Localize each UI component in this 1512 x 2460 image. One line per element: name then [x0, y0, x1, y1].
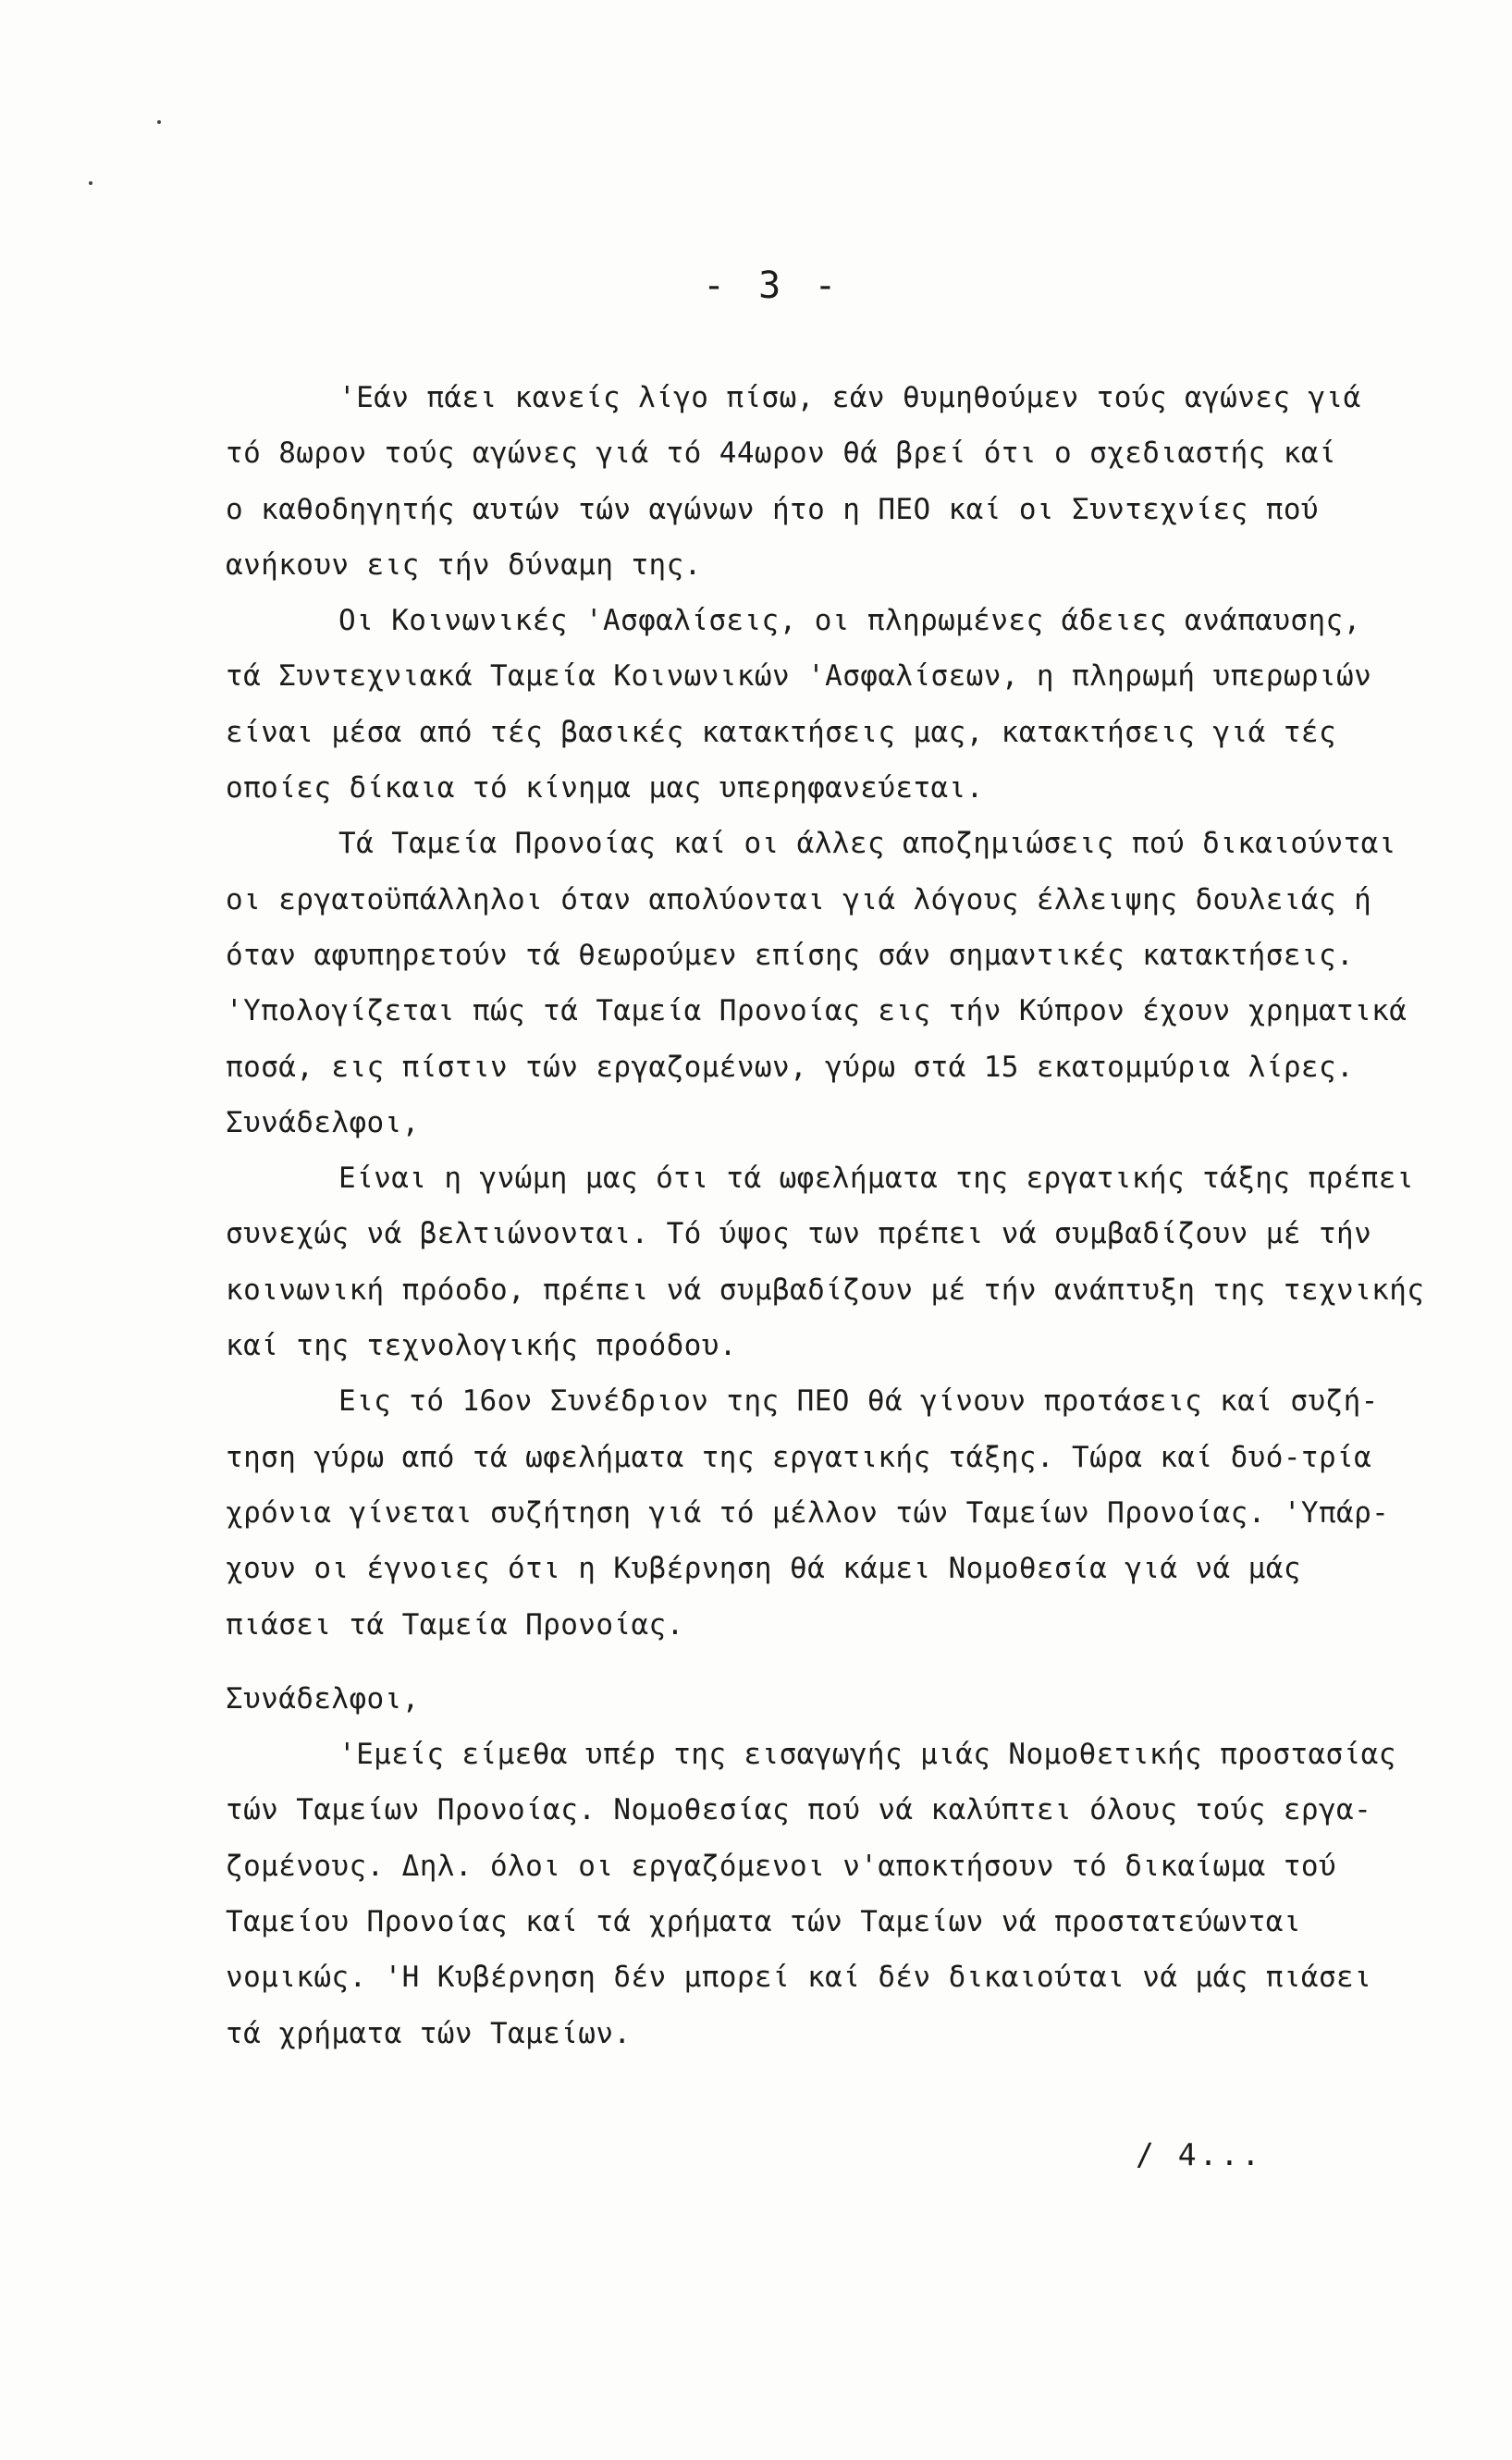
text-line: ο καθοδηγητής αυτών τών αγώνων ήτο η ΠΕΟ καί οι Συντεχνίες πού	[226, 492, 1319, 526]
text-line: 'Υπολογίζεται πώς τά Ταμεία Προνοίας εις τήν Κύπρον έχουν χρηματικά	[226, 994, 1408, 1028]
continuation-mark: / 4...	[1136, 2136, 1263, 2172]
page-number: - 3 -	[703, 264, 842, 307]
text-line: τά Συντεχνιακά Ταμεία Κοινωνικών 'Ασφαλίσεων, η πληρωμή υπερωριών	[226, 659, 1372, 694]
salutation: Συνάδελφοι,	[226, 1105, 420, 1139]
text-line: οποίες δίκαια τό κίνημα μας υπερηφανεύεται.	[226, 771, 984, 806]
text-line: τών Ταμείων Προνοίας. Νομοθεσίας πού νά καλύπτει όλους τούς εργα-	[226, 1793, 1372, 1827]
text-line: χρόνια γίνεται συζήτηση γιά τό μέλλον τών Ταμείων Προνοίας. 'Υπάρ-	[226, 1495, 1390, 1530]
text-line: νομικώς. 'Η Κυβέρνηση δέν μπορεί καί δέν δικαιούται νά μάς πιάσει	[226, 1961, 1372, 1995]
text-line: Είναι η γνώμη μας ότι τά ωφελήματα της εργατικής τάξης πρέπει	[338, 1162, 1414, 1196]
text-line: τά χρήματα τών Ταμείων.	[226, 2016, 632, 2050]
scan-speck	[89, 181, 92, 185]
text-line: Οι Κοινωνικές 'Ασφαλίσεις, οι πληρωμένες άδειες ανάπαυσης,	[338, 604, 1361, 638]
text-line: Ταμείου Προνοίας καί τά χρήματα τών Ταμείων νά προστατεύωνται	[226, 1905, 1301, 1939]
scan-speck	[157, 120, 161, 124]
text-line: συνεχώς νά βελτιώνονται. Τό ύψος των πρέπει νά συμβαδίζουν μέ τήν	[226, 1217, 1372, 1251]
text-line: καί της τεχνολογικής προόδου.	[226, 1329, 737, 1363]
text-line: τηση γύρω από τά ωφελήματα της εργατικής τάξης. Τώρα καί δυό-τρία	[226, 1440, 1372, 1474]
text-line: 'Εάν πάει κανείς λίγο πίσω, εάν θυμηθούμεν τούς αγώνες γιά	[338, 381, 1361, 414]
text-line: ζομένους. Δηλ. όλοι οι εργαζόμενοι ν'αποκτήσουν τό δικαίωμα τού	[226, 1849, 1337, 1883]
text-line: είναι μέσα από τές βασικές κατακτήσεις μας, κατακτήσεις γιά τές	[226, 715, 1337, 749]
document-body	[226, 370, 1493, 2061]
text-line: πιάσει τά Ταμεία Προνοίας.	[226, 1607, 684, 1642]
text-line: όταν αφυπηρετούν τά θεωρούμεν επίσης σάν σημαντικές κατακτήσεις.	[226, 938, 1355, 972]
text-line: Εις τό 16ον Συνέδριον της ΠΕΟ θά γίνουν προτάσεις καί συζή-	[338, 1384, 1379, 1419]
text-line: Τά Ταμεία Προνοίας καί οι άλλες αποζημιώσεις πού δικαιούνται	[338, 827, 1396, 861]
text-line: 'Εμείς είμεθα υπέρ της εισαγωγής μιάς Νομοθετικής προστασίας	[338, 1738, 1396, 1772]
text-line: ποσά, εις πίστιν τών εργαζομένων, γύρω στά 15 εκατομμύρια λίρες.	[226, 1050, 1355, 1084]
text-line: ανήκουν εις τήν δύναμη της.	[226, 547, 702, 582]
text-line: κοινωνική πρόοδο, πρέπει νά συμβαδίζουν μέ τήν ανάπτυξη της τεχνικής	[226, 1273, 1425, 1307]
text-line: τό 8ωρον τούς αγώνες γιά τό 44ωρον θά βρεί ότι ο σχεδιαστής καί	[226, 437, 1337, 471]
text-line: οι εργατοϋπάλληλοι όταν απολύονται γιά λόγους έλλειψης δουλειάς ή	[226, 882, 1372, 916]
salutation: Συνάδελφοι,	[226, 1681, 420, 1716]
text-line: χουν οι έγνοιες ότι η Κυβέρνηση θά κάμει Νομοθεσία γιά νά μάς	[226, 1552, 1301, 1586]
